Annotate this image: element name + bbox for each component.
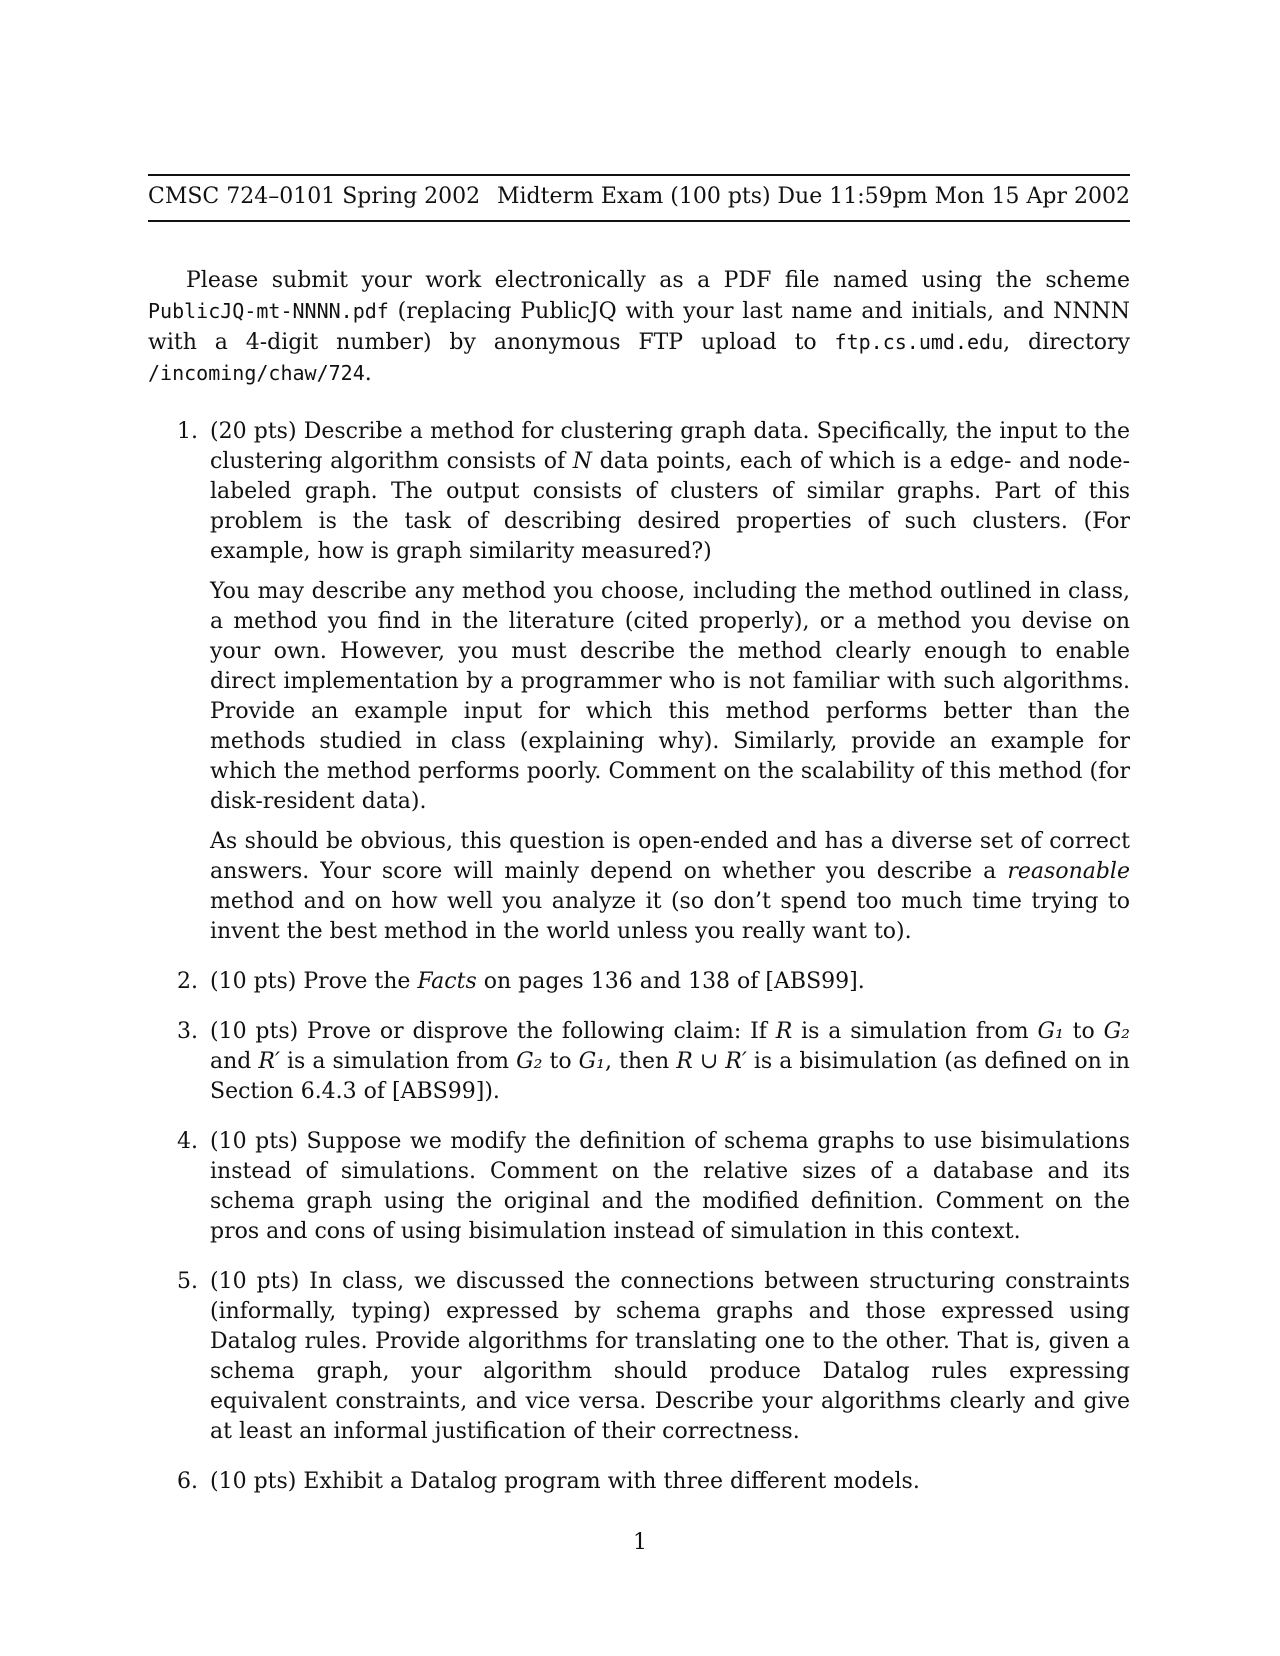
intro-text: Please submit your work electronically as a PDF file named using the scheme	[186, 268, 1130, 293]
question-number: 5.	[177, 1269, 198, 1294]
math-var: G₁	[578, 1049, 605, 1074]
course-label: CMSC 724–0101 Spring 2002	[148, 184, 481, 209]
question-5	[148, 1267, 1130, 1447]
question-3-text	[210, 1017, 1130, 1107]
text: (20 pts) Describe a method for clustering graph data. Specifically, the input to the clustering algorithm consists of	[210, 419, 1130, 474]
question-1	[148, 417, 1130, 947]
filename: PublicJQ-mt-NNNN.pdf	[148, 299, 389, 323]
intro-text: , directory	[1003, 330, 1131, 355]
question-6-text: (10 pts) Exhibit a Datalog program with three different models.	[210, 1469, 920, 1494]
header-bottom-rule	[148, 220, 1130, 222]
math-var: G₂	[516, 1049, 543, 1074]
question-2-text	[210, 967, 1130, 997]
question-5-text: (10 pts) In class, we discussed the connections between structuring constraints (informally, typing) expressed by schema graphs and those expressed using Datalog rules. Provide algorithms for translating one to the other. That is, given a schema graph, your algorithm should produce Datalog rules expressing equivalent constraints, and vice versa. Describe your algorithms clearly and give at least an informal justification of their correctness.	[210, 1269, 1130, 1444]
question-2	[148, 967, 1130, 997]
math-var: R′	[258, 1049, 280, 1074]
question-number: 2.	[177, 969, 198, 994]
page-number: 1	[633, 1530, 647, 1555]
text: , then	[605, 1049, 677, 1074]
exam-title: Midterm Exam (100 pts)	[496, 184, 771, 209]
question-1-paragraph-1	[210, 417, 1130, 567]
math-var: G₂	[1103, 1019, 1130, 1044]
text: is a simulation from	[792, 1019, 1038, 1044]
math-var: G₁	[1037, 1019, 1064, 1044]
submission-instructions	[148, 266, 1130, 389]
exam-header	[148, 176, 1130, 220]
text: (10 pts) Prove the	[210, 969, 418, 994]
ftp-host: ftp.cs.umd.edu	[834, 330, 1004, 354]
question-4-text: (10 pts) Suppose we modify the definition of schema graphs to use bisimulations instead of simulations. Comment on the relative sizes of a database and its schema graph using the original and the modified definition. Comment on the pros and cons of using bisimulation instead of simulation in this context.	[210, 1129, 1130, 1244]
text: is a simulation from	[279, 1049, 517, 1074]
text: is a bisimulation (as defined on in Section 6.4.3 of [ABS99]).	[210, 1049, 1130, 1104]
text: (10 pts) Prove or disprove the following claim: If	[210, 1019, 776, 1044]
question-6	[148, 1467, 1130, 1497]
emphasis: Facts	[417, 969, 477, 994]
question-number: 6.	[177, 1469, 198, 1494]
question-number: 4.	[177, 1129, 198, 1154]
text: to	[1063, 1019, 1104, 1044]
question-list	[148, 417, 1130, 1497]
question-1-paragraph-2: You may describe any method you choose, including the method outlined in class, a method you find in the literature (cited properly), or a method you devise on your own. However, you must describe the method clearly enough to enable direct implementation by a programmer who is not familiar with such algorithms. Provide an example input for which this method performs better than the methods studied in class (explaining why). Similarly, provide an example for which the method performs poorly. Comment on the scalability of this method (for disk-resident data).	[210, 579, 1130, 814]
question-1-paragraph-3	[210, 827, 1130, 947]
question-number: 1.	[177, 419, 198, 444]
math-expr: R ∪ R′	[676, 1049, 747, 1074]
due-date: Due 11:59pm Mon 15 Apr 2002	[777, 184, 1130, 209]
exam-page	[148, 174, 1130, 1517]
question-4	[148, 1127, 1130, 1247]
text: method and on how well you analyze it (so don’t spend too much time trying to invent the best method in the world unless you really want to).	[210, 889, 1130, 944]
text: and	[210, 1049, 259, 1074]
text: data points, each of which is a edge- and node-labeled graph. The output consists of clusters of similar graphs. Part of this problem is the task of describing desired properties of such clusters. (For example, how is graph similarity measured?)	[210, 449, 1131, 564]
text: on pages 136 and 138 of [ABS99].	[476, 969, 865, 994]
text: to	[542, 1049, 579, 1074]
emphasis: reasonable	[1007, 859, 1130, 884]
question-3	[148, 1017, 1130, 1107]
intro-text: (replacing PublicJQ with your last name and initials, and NNNN with a 4-digit number) by anonymous FTP upload to	[148, 299, 1130, 355]
intro-text: .	[364, 361, 372, 386]
ftp-directory: /incoming/chaw/724	[148, 361, 365, 385]
math-var: N	[572, 449, 593, 474]
question-number: 3.	[177, 1019, 198, 1044]
math-var: R	[775, 1019, 793, 1044]
text: As should be obvious, this question is open-ended and has a diverse set of correct answers. Your score will mainly depend on whether you describe a	[210, 829, 1130, 884]
